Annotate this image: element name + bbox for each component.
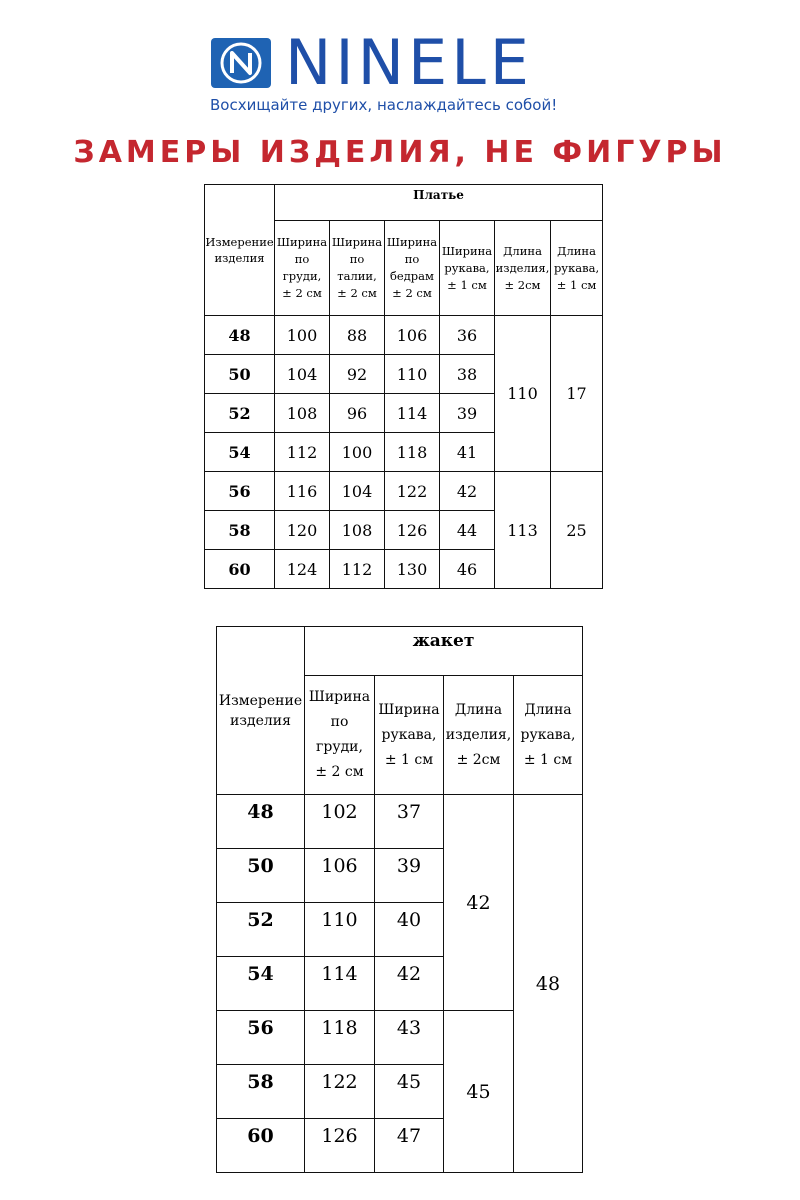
table-cell: 41 — [440, 433, 495, 472]
table-cell: 122 — [305, 1065, 375, 1119]
table-cell: 42 — [375, 957, 444, 1011]
merged-length-cell: 42 — [444, 795, 514, 1011]
table-cell: 130 — [385, 550, 440, 589]
column-header: Длина изделия, ± 2см — [444, 676, 514, 795]
column-header: Ширина по груди, ± 2 см — [275, 221, 330, 316]
table-cell: 120 — [275, 511, 330, 550]
column-header: Ширина по груди, ± 2 см — [305, 676, 375, 795]
merged-length-cell: 45 — [444, 1011, 514, 1173]
brand-name: NINELE — [285, 26, 533, 99]
table-cell: 122 — [385, 472, 440, 511]
table-cell: 38 — [440, 355, 495, 394]
table-cell: 45 — [375, 1065, 444, 1119]
table-cell: 47 — [375, 1119, 444, 1173]
table-cell: 108 — [330, 511, 385, 550]
brand-tagline: Восхищайте других, наслаждайтесь собой! — [210, 96, 558, 114]
table-cell: 37 — [375, 795, 444, 849]
table-cell: 126 — [305, 1119, 375, 1173]
table-cell: 102 — [305, 795, 375, 849]
size-label: 54 — [205, 433, 275, 472]
dress-size-table — [204, 184, 603, 589]
size-label: 58 — [205, 511, 275, 550]
merged-sleeve-cell: 25 — [551, 472, 603, 589]
table-cell: 116 — [275, 472, 330, 511]
table-cell: 106 — [385, 316, 440, 355]
column-header: Длина изделия, ± 2см — [495, 221, 551, 316]
measure-header: Измерение изделия — [217, 627, 305, 795]
column-header: Ширина по талии, ± 2 см — [330, 221, 385, 316]
column-header: Ширина рукава, ± 1 см — [375, 676, 444, 795]
column-header: Длина рукава, ± 1 см — [514, 676, 583, 795]
table-row — [205, 316, 603, 355]
table-cell: 104 — [330, 472, 385, 511]
table-cell: 42 — [440, 472, 495, 511]
size-label: 60 — [205, 550, 275, 589]
table-cell: 112 — [275, 433, 330, 472]
dress-group-title: Платье — [275, 185, 603, 221]
size-label: 52 — [217, 903, 305, 957]
table-cell: 112 — [330, 550, 385, 589]
merged-sleeve-cell: 17 — [551, 316, 603, 472]
size-label: 50 — [205, 355, 275, 394]
size-label: 54 — [217, 957, 305, 1011]
table-cell: 110 — [305, 903, 375, 957]
table-cell: 43 — [375, 1011, 444, 1065]
size-label: 52 — [205, 394, 275, 433]
merged-length-cell: 113 — [495, 472, 551, 589]
table-cell: 39 — [375, 849, 444, 903]
table-cell: 88 — [330, 316, 385, 355]
table-cell: 39 — [440, 394, 495, 433]
table-cell: 100 — [275, 316, 330, 355]
table-cell: 40 — [375, 903, 444, 957]
table-cell: 106 — [305, 849, 375, 903]
table-row — [205, 472, 603, 511]
table-cell: 110 — [385, 355, 440, 394]
size-label: 50 — [217, 849, 305, 903]
size-label: 60 — [217, 1119, 305, 1173]
table-cell: 114 — [305, 957, 375, 1011]
page-title: ЗАМЕРЫ ИЗДЕЛИЯ, НЕ ФИГУРЫ — [73, 135, 727, 170]
size-label: 48 — [205, 316, 275, 355]
column-header: Длина рукава, ± 1 см — [551, 221, 603, 316]
table-cell: 118 — [305, 1011, 375, 1065]
merged-sleeve-cell: 48 — [514, 795, 583, 1173]
table-cell: 114 — [385, 394, 440, 433]
jacket-group-title: жакет — [305, 627, 583, 676]
table-cell: 46 — [440, 550, 495, 589]
column-header: Ширина рукава, ± 1 см — [440, 221, 495, 316]
column-header: Ширина по бедрам ± 2 см — [385, 221, 440, 316]
brand-logo-icon — [211, 38, 271, 88]
table-cell: 96 — [330, 394, 385, 433]
table-cell: 100 — [330, 433, 385, 472]
table-cell: 104 — [275, 355, 330, 394]
table-cell: 36 — [440, 316, 495, 355]
size-label: 56 — [205, 472, 275, 511]
size-label: 58 — [217, 1065, 305, 1119]
table-row — [217, 795, 583, 849]
measure-header: Измерение изделия — [205, 185, 275, 316]
size-label: 56 — [217, 1011, 305, 1065]
table-cell: 44 — [440, 511, 495, 550]
table-cell: 92 — [330, 355, 385, 394]
size-label: 48 — [217, 795, 305, 849]
table-cell: 126 — [385, 511, 440, 550]
jacket-size-table — [216, 626, 583, 1173]
table-cell: 118 — [385, 433, 440, 472]
table-cell: 124 — [275, 550, 330, 589]
table-cell: 108 — [275, 394, 330, 433]
merged-length-cell: 110 — [495, 316, 551, 472]
